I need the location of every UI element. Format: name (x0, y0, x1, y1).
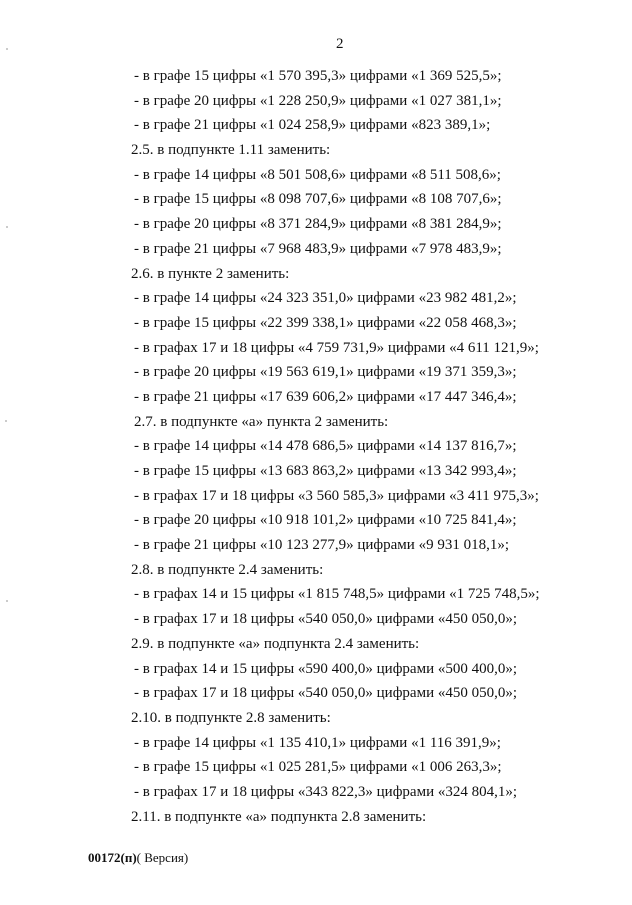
amendment-line: - в графе 14 цифры «24 323 351,0» цифрами «23 982 481,2»; (134, 290, 517, 307)
amendment-line: - в графе 20 цифры «19 563 619,1» цифрами «19 371 359,3»; (134, 364, 517, 381)
amendment-line: - в графах 14 и 15 цифры «590 400,0» цифрами «500 400,0»; (134, 660, 518, 677)
amendment-line: - в графах 17 и 18 цифры «4 759 731,9» цифрами «4 611 121,9»; (134, 339, 539, 356)
document-body (0, 64, 632, 829)
scan-speck (6, 48, 8, 50)
amendment-line: - в графе 21 цифры «7 968 483,9» цифрами «7 978 483,9»; (134, 240, 502, 257)
section-heading: 2.11. в подпункте «а» подпункта 2.8 заменить: (131, 808, 427, 825)
amendment-line: - в графах 14 и 15 цифры «1 815 748,5» цифрами «1 725 748,5»; (134, 586, 540, 603)
amendment-line: - в графе 14 цифры «8 501 508,6» цифрами «8 511 508,6»; (134, 166, 501, 183)
amendment-line: - в графе 14 цифры «14 478 686,5» цифрами «14 137 816,7»; (134, 438, 517, 455)
section-heading: 2.10. в подпункте 2.8 заменить: (131, 709, 331, 726)
section-heading: 2.6. в пункте 2 заменить: (131, 265, 290, 282)
amendment-line: - в графах 17 и 18 цифры «540 050,0» цифрами «450 050,0»; (134, 685, 518, 702)
amendment-line: - в графе 20 цифры «8 371 284,9» цифрами «8 381 284,9»; (134, 216, 502, 233)
amendment-line: - в графе 21 цифры «1 024 258,9» цифрами «823 389,1»; (134, 117, 491, 134)
amendment-line: - в графах 17 и 18 цифры «343 822,3» цифрами «324 804,1»; (134, 783, 518, 800)
amendment-line: - в графе 15 цифры «1 570 395,3» цифрами «1 369 525,5»; (134, 68, 502, 84)
amendment-line: - в графах 17 и 18 цифры «3 560 585,3» цифрами «3 411 975,3»; (134, 487, 539, 504)
amendment-line: - в графе 21 цифры «17 639 606,2» цифрами «17 447 346,4»; (134, 388, 517, 405)
amendment-line: - в графе 15 цифры «13 683 863,2» цифрами «13 342 993,4»; (134, 463, 517, 479)
amendment-line: - в графе 14 цифры «1 135 410,1» цифрами «1 116 391,9»; (134, 734, 501, 751)
section-heading: 2.8. в подпункте 2.4 заменить: (131, 561, 324, 578)
document-version: ( Версия) (136, 850, 189, 865)
section-heading: 2.5. в подпункте 1.11 заменить: (131, 142, 331, 159)
amendment-line: - в графе 15 цифры «8 098 707,6» цифрами «8 108 707,6»; (134, 191, 502, 208)
scan-speck (6, 226, 8, 228)
amendment-line: - в графе 20 цифры «1 228 250,9» цифрами «1 027 381,1»; (134, 92, 502, 109)
amendment-line: - в графе 21 цифры «10 123 277,9» цифрами «9 931 018,1»; (134, 537, 509, 554)
document-footer (88, 850, 188, 866)
section-heading: 2.9. в подпункте «а» подпункта 2.4 заменить: (131, 635, 420, 652)
page-number: 2 (336, 36, 344, 52)
scan-speck (6, 600, 8, 602)
document-code: 00172(п) (88, 850, 137, 865)
amendment-line: - в графах 17 и 18 цифры «540 050,0» цифрами «450 050,0»; (134, 611, 518, 628)
scan-speck (5, 420, 7, 422)
section-heading: 2.7. в подпункте «а» пункта 2 заменить: (134, 413, 389, 430)
amendment-line: - в графе 15 цифры «1 025 281,5» цифрами «1 006 263,3»; (134, 759, 502, 776)
amendment-line: - в графе 20 цифры «10 918 101,2» цифрами «10 725 841,4»; (134, 512, 517, 529)
amendment-line: - в графе 15 цифры «22 399 338,1» цифрами «22 058 468,3»; (134, 314, 517, 331)
